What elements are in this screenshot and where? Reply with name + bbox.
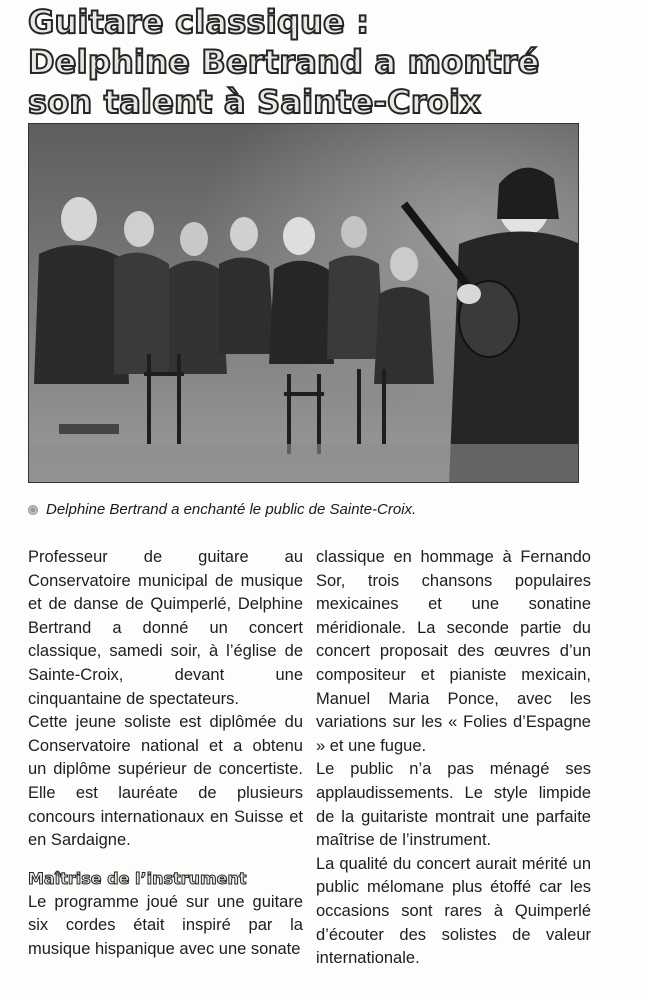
headline bbox=[28, 2, 628, 122]
paragraph: Cette jeune soliste est diplômée du Conservatoire national et a obtenu un diplôme supérieur de concertiste. Elle est lauréate de plusieurs concours internationaux en Suisse et en Sardaigne. bbox=[28, 713, 303, 850]
concert-photo bbox=[28, 123, 579, 483]
paragraph: classique en hommage à Fernando Sor, trois chansons populaires mexicaines et une sonatine méridionale. La seconde partie du concert proposait des œuvres d’un compositeur et pianiste mexicain, Manuel Maria Ponce, avec les variations sur les « Folies d’Espagne » et une fugue. bbox=[316, 548, 591, 755]
headline-line-3: son talent à Sainte-Croix bbox=[28, 83, 481, 121]
paragraph: Professeur de guitare au Conservatoire municipal de musique et de danse de Quimperlé, Delphine Bertrand a donné un concert classique, samedi soir, à l’église de Sainte-Croix, devant une cinquantaine de spectateurs. bbox=[28, 548, 303, 708]
right-column bbox=[316, 546, 591, 971]
paragraph: Le programme joué sur une guitare six cordes était inspiré par la musique hispanique avec une sonate bbox=[28, 892, 303, 958]
paragraph: Le public n’a pas ménagé ses applaudissements. Le style limpide de la guitariste montrait une parfaite maîtrise de l’instrument. bbox=[316, 760, 591, 850]
dotted-circle-icon bbox=[28, 505, 38, 515]
caption-text: Delphine Bertrand a enchanté le public de Sainte-Croix. bbox=[46, 501, 417, 518]
subheading: Maîtrise de l’instrument bbox=[28, 868, 247, 888]
photo-caption bbox=[28, 500, 588, 520]
headline-line-1: Guitare classique : bbox=[28, 3, 370, 41]
headline-line-2: Delphine Bertrand a montré bbox=[28, 43, 540, 81]
left-column bbox=[28, 546, 303, 962]
paragraph: La qualité du concert aurait mérité un public mélomane plus étoffé car les occasions sont rares à Quimperlé d’écouter des solistes de valeur internationale. bbox=[316, 854, 591, 968]
